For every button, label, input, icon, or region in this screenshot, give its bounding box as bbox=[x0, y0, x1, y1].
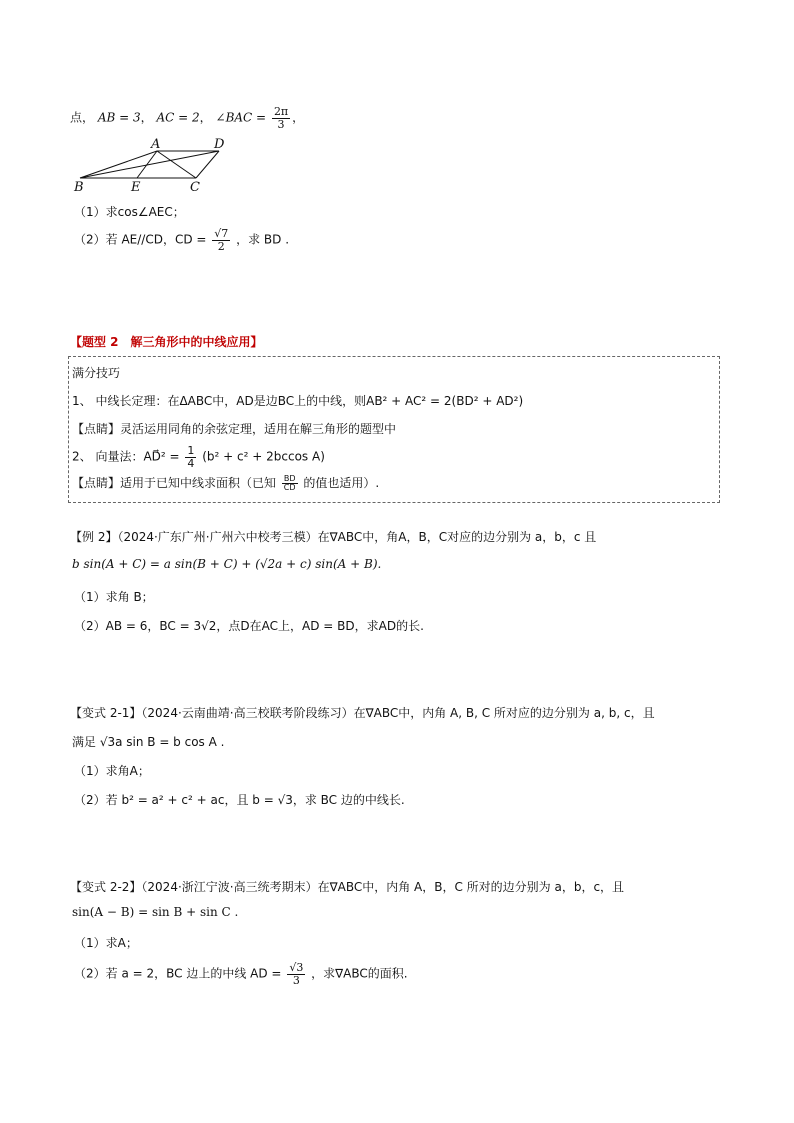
point-e-label: E bbox=[131, 180, 141, 195]
intro-frac-num: 2π bbox=[273, 105, 289, 118]
point-a-label: A bbox=[151, 137, 161, 152]
intro-ac: AC = 2 bbox=[156, 110, 200, 125]
variant21-line3: （1）求角A； bbox=[74, 764, 150, 778]
q2-frac-den: 2 bbox=[217, 239, 225, 253]
point-c-label: C bbox=[190, 180, 200, 195]
variant22-line4 bbox=[74, 962, 408, 986]
tips-box-title: 满分技巧 bbox=[72, 366, 121, 380]
v22-l4-post: ，求∇ABC的面积. bbox=[311, 966, 408, 981]
variant22-line1: 【变式 2-2】（2024·浙江宁波·高三统考期末）在∇ABC中，内角 A，B，C 所对的边分别为 a，b，c，且 bbox=[70, 880, 625, 894]
example2-line2: b sin(A + C) = a sin(B + C) + (√2a + c) sin(A + B). bbox=[72, 557, 382, 571]
q2-pre: （2）若 AE//CD，CD = bbox=[74, 232, 207, 247]
variant21-line2: 满足 √3a sin B = b cos A . bbox=[72, 735, 225, 749]
point-d-label: D bbox=[214, 137, 225, 152]
variant21-line1: 【变式 2-1】（2024·云南曲靖·高三校联考阶段练习）在∇ABC中，内角 A, B, C 所对应的边分别为 a, b, c，且 bbox=[70, 706, 655, 720]
intro-frac-den: 3 bbox=[277, 117, 285, 131]
point-b-label: B bbox=[74, 180, 84, 195]
tip-item-1: 1、 中线长定理：在ΔABC中，AD是边BC上的中线，则AB² + AC² = 2(BD² + AD²) bbox=[72, 394, 524, 408]
v22-frac-num: √3 bbox=[289, 961, 304, 974]
variant22-line3: （1）求A； bbox=[74, 936, 138, 950]
v22-frac-den: 3 bbox=[292, 973, 300, 987]
q2-fraction bbox=[212, 228, 230, 252]
intro-ab: AB = 3 bbox=[97, 110, 141, 125]
v22-l4-pre: （2）若 a = 2，BC 边上的中线 AD = bbox=[74, 966, 282, 981]
question-2 bbox=[74, 228, 289, 252]
tip2-pre: 【点睛】适用于已知中线求面积（已知 bbox=[72, 476, 277, 490]
item2-fraction bbox=[185, 445, 196, 469]
intro-angle: ∠BAC = bbox=[215, 110, 267, 125]
example2-line1: 【例 2】（2024·广东广州·广州六中校考三模）在∇ABC中，角A，B，C对应的边分别为 a，b，c 且 bbox=[70, 530, 597, 544]
tip2-fraction bbox=[282, 475, 298, 493]
question-1: （1）求cos∠AEC； bbox=[74, 205, 185, 219]
variant22-line2: sin(A − B) = sin B + sin C . bbox=[72, 905, 239, 919]
section-title: 【题型 2 解三角形中的中线应用】 bbox=[70, 335, 263, 349]
intro-sep-3: ， bbox=[292, 110, 305, 125]
example2-line3: （1）求角 B； bbox=[74, 590, 154, 604]
intro-fraction bbox=[272, 106, 290, 130]
tip2-frac-num: BD bbox=[283, 473, 296, 483]
item2-frac-den: 4 bbox=[187, 456, 195, 470]
tip-item-2 bbox=[72, 445, 325, 469]
item2-pre: 2、 向量法：AD⃗² = bbox=[72, 449, 180, 464]
intro-sep: ， bbox=[140, 110, 153, 125]
q2-frac-num: √7 bbox=[214, 227, 229, 240]
item2-post: (b² + c² + 2bccos A) bbox=[202, 449, 325, 464]
item2-frac-num: 1 bbox=[187, 444, 195, 457]
tip2-frac-den: CD bbox=[283, 483, 296, 492]
tip2-post: 的值也适用）. bbox=[303, 476, 380, 490]
variant21-line4: （2）若 b² = a² + c² + ac，且 b = √3，求 BC 边的中线长. bbox=[74, 793, 405, 807]
intro-sep-2: ， bbox=[199, 110, 212, 125]
intro-text: 点， bbox=[70, 110, 95, 125]
intro-line bbox=[70, 106, 304, 130]
tip-note-2 bbox=[72, 474, 379, 492]
tip-note-1: 【点睛】灵活运用同角的余弦定理，适用在解三角形的题型中 bbox=[72, 422, 397, 436]
v22-fraction bbox=[287, 962, 305, 986]
example2-line4: （2）AB = 6，BC = 3√2，点D在AC上，AD = BD，求AD的长. bbox=[74, 619, 424, 633]
q2-post: ，求 BD . bbox=[236, 232, 290, 247]
